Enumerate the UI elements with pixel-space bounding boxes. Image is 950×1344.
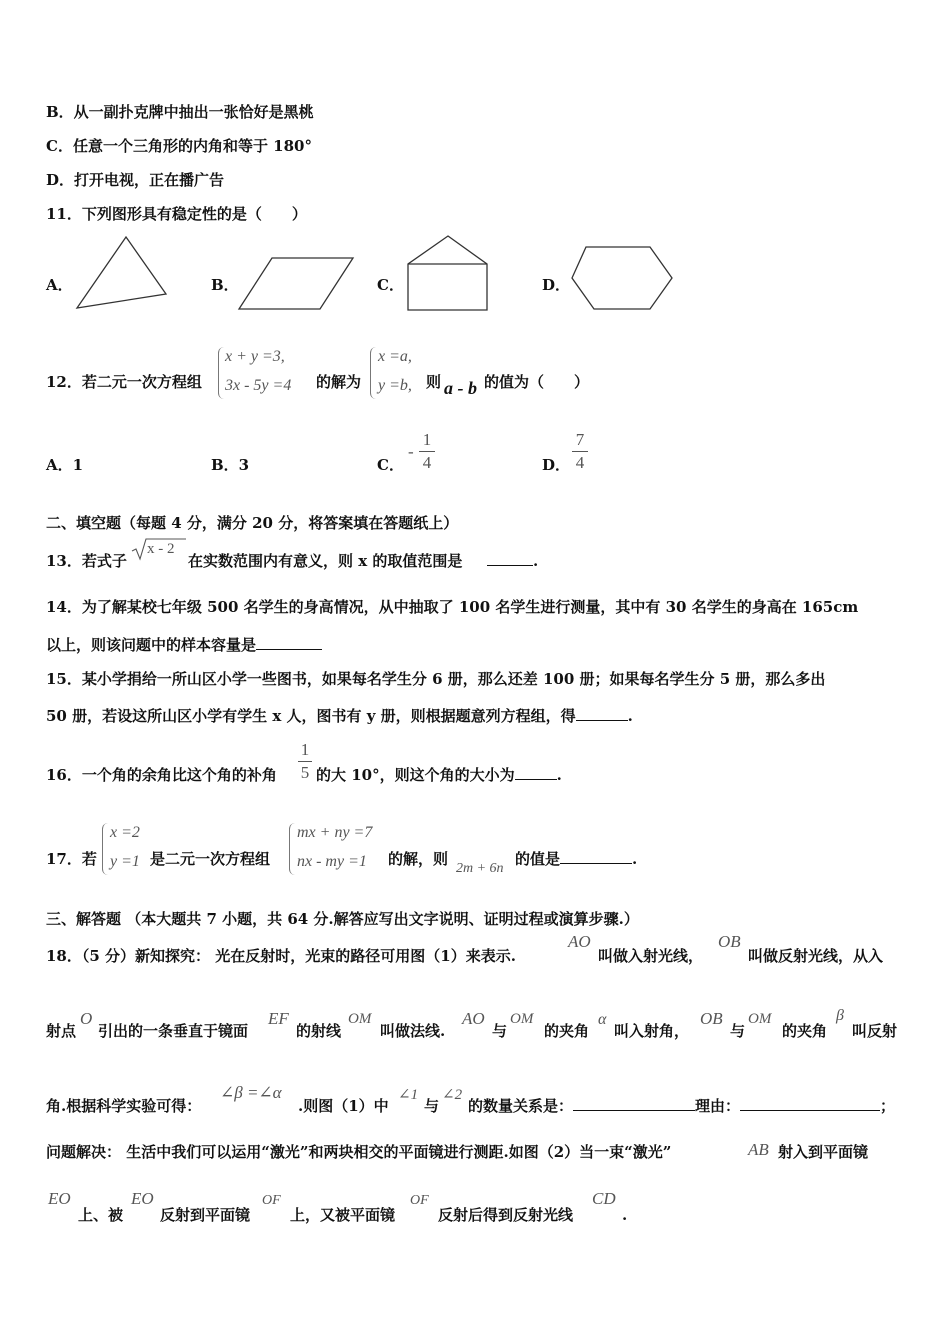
q17-answer-blank [560, 849, 632, 864]
q18-relation-blank [573, 1096, 695, 1111]
q14-line2: 以上，则该问题中的样本容量是 [46, 636, 257, 654]
q18-line3-c: 与 [424, 1097, 440, 1115]
fraction-bar [419, 451, 435, 452]
fraction-numerator: 1 [300, 740, 310, 759]
q11-label-d: D． [542, 276, 571, 294]
q18-ray-ob: OB [718, 932, 741, 951]
q12-option-d-fraction [572, 430, 588, 473]
q18-line4-a: 问题解决： 生活中我们可以运用“激光”和两块相交的平面镜进行测距.如图（2）当一束“激光” [46, 1143, 672, 1161]
q12-mid: 的解为 [316, 373, 362, 391]
q18-point-o: O [80, 1009, 93, 1028]
q18-line2-b: 引出的一条垂直于镜面 [98, 1022, 249, 1040]
q18-equation: ∠β =∠α [220, 1083, 282, 1102]
q14-line1: 14．为了解某校七年级 500 名学生的身高情况，从中抽取了 100 名学生进行测量，其中有 30 名学生的身高在 165cm [46, 598, 859, 616]
fraction-denominator: 5 [300, 763, 310, 782]
q18-line2-e: 与 [492, 1022, 508, 1040]
q12-option-c-fraction [419, 430, 435, 473]
q18-line3-d-wrap [468, 1096, 895, 1116]
q12-option-c-sign: - [408, 442, 414, 461]
q15-end: . [627, 707, 633, 725]
q14-answer-blank [256, 635, 322, 650]
q16-prefix: 16．一个角的余角比这个角的补角 [46, 766, 277, 784]
q12-option-b: B．3 [211, 456, 250, 474]
q12-brace-1 [218, 347, 224, 399]
q18-line2-h: 的夹角 [782, 1022, 828, 1040]
q17-suffix-wrap [515, 849, 637, 869]
q18-line2-g: 叫入射角， [614, 1022, 690, 1040]
q12-option-a: A．1 [46, 456, 84, 474]
q15-answer-blank [576, 706, 628, 721]
q18-normal-om-3: OM [748, 1011, 772, 1027]
q18-ray-cd: CD [592, 1189, 616, 1208]
q18-angle-2: ∠2 [442, 1087, 463, 1103]
q18-alpha: α [598, 1011, 607, 1028]
fraction-bar [298, 761, 312, 762]
q18-line1-b: 叫做入射光线， [598, 947, 704, 965]
q15-line2-wrap [46, 706, 633, 726]
q18-line3-d: 的数量关系是： [468, 1097, 574, 1115]
hexagon-shape [572, 247, 672, 309]
q11-label-c: C． [377, 276, 404, 294]
q17-brace-2 [289, 823, 295, 875]
q14-line2-wrap [46, 635, 322, 655]
section3-heading: 三、解答题 （本大题共 7 小题，共 64 分.解答应写出文字说明、证明过程或演算步骤.） [46, 910, 639, 928]
q18-line2-f: 的夹角 [544, 1022, 590, 1040]
q10-option-b: B．从一副扑克牌中抽出一张恰好是黑桃 [46, 103, 314, 121]
fraction-denominator: 4 [575, 453, 585, 472]
q12-sys2-eq2: y =b, [378, 377, 412, 394]
q16-suffix-wrap [316, 765, 562, 785]
q18-laser-ab: AB [748, 1140, 769, 1159]
q18-line5-e: . [622, 1206, 628, 1224]
q16-suffix: 的大 10°，则这个角的大小为 [316, 766, 515, 784]
q18-mirror-of: OF [262, 1193, 281, 1208]
q17-sys2-eq2: nx - my =1 [297, 853, 367, 870]
q18-mirror-of-2: OF [410, 1193, 429, 1208]
q17-sys1-eq1: x =2 [110, 824, 140, 841]
q13-radicand: x - 2 [147, 541, 175, 557]
q18-angle-1: ∠1 [398, 1087, 419, 1103]
q18-mirror-ef: EF [268, 1009, 289, 1028]
q18-mirror-eo-2: EO [131, 1189, 154, 1208]
q17-prefix: 17．若 [46, 850, 97, 868]
q12-expr: a - b [444, 378, 477, 398]
q18-line2-a: 射点 [46, 1022, 77, 1040]
q18-ray-ao-2: AO [462, 1009, 485, 1028]
house-pentagon-shape [408, 236, 487, 310]
q12-then: 则 [426, 373, 442, 391]
triangle-shape [77, 237, 166, 308]
q18-line3-f: ； [880, 1097, 896, 1115]
q12-sys1-eq1: x + y =3, [225, 348, 285, 365]
q12-prefix: 12．若二元一次方程组 [46, 373, 202, 391]
q17-suffix: 的值是 [515, 850, 561, 868]
q12-brace-2 [370, 347, 376, 399]
q18-line5-a: 上、被 [78, 1206, 124, 1224]
q18-line4-b: 射入到平面镜 [778, 1143, 869, 1161]
q18-reason-blank [740, 1096, 880, 1111]
q16-end: . [556, 766, 562, 784]
q15-line2: 50 册，若设这所山区小学有学生 x 人，图书有 y 册，则根据题意列方程组，得 [46, 707, 576, 725]
q17-end: . [632, 850, 638, 868]
q18-line2-d: 叫做法线. [380, 1022, 446, 1040]
q11-stem: 11．下列图形具有稳定性的是（ ） [46, 205, 307, 223]
q18-line5-d: 反射后得到反射光线 [438, 1206, 574, 1224]
q10-option-c: C．任意一个三角形的内角和等于 180° [46, 137, 312, 155]
q10-option-d: D．打开电视，正在播广告 [46, 171, 225, 189]
q12-sys1-eq2: 3x - 5y =4 [225, 377, 292, 394]
q11-label-a: A． [46, 276, 73, 294]
q18-line3-e: 理由： [695, 1097, 741, 1115]
q17-sys2-eq1: mx + ny =7 [297, 824, 373, 841]
fraction-denominator: 4 [422, 453, 432, 472]
q13-prefix: 13．若式子 [46, 552, 127, 570]
q13-suffix: 在实数范围内有意义，则 x 的取值范围是 [188, 552, 463, 570]
q15-line1: 15．某小学捐给一所山区小学一些图书，如果每名学生分 6 册，那么还差 100 册；如果每名学生分 5 册，那么多出 [46, 670, 826, 688]
section2-heading: 二、填空题（每题 4 分，满分 20 分，将答案填在答题纸上） [46, 514, 459, 532]
q18-line2-with: 与 [730, 1022, 746, 1040]
q11-label-b: B． [211, 276, 239, 294]
figure-triangle [0, 0, 950, 340]
q18-normal-om-2: OM [510, 1011, 534, 1027]
q17-after: 的解，则 [388, 850, 449, 868]
fraction-bar [572, 451, 588, 452]
q12-option-d-label: D． [542, 456, 571, 474]
q12-sys2-eq1: x =a, [378, 348, 412, 365]
q18-line2-c: 的射线 [296, 1022, 342, 1040]
q12-suffix: 的值为（ ） [484, 373, 590, 391]
q13-end: . [533, 552, 539, 570]
q16-fraction [298, 740, 312, 783]
q18-ray-ao: AO [568, 932, 591, 951]
fraction-numerator: 1 [422, 430, 432, 449]
q18-ray-ob-2: OB [700, 1009, 723, 1028]
q18-line3-b: .则图（1）中 [298, 1097, 389, 1115]
q16-answer-blank [515, 765, 557, 780]
q12-option-c-label: C． [377, 456, 404, 474]
q18-normal-om: OM [348, 1011, 372, 1027]
q18-line2-i: 叫反射 [852, 1022, 898, 1040]
q18-line1-a: 18．（5 分）新知探究： 光在反射时，光束的路径可用图（1）来表示. [46, 947, 516, 965]
q18-line1-c: 叫做反射光线，从入 [748, 947, 884, 965]
parallelogram-shape [239, 258, 353, 309]
q18-mirror-eo: EO [48, 1189, 71, 1208]
fraction-numerator: 7 [575, 430, 585, 449]
q17-expr: 2m + 6n [456, 861, 504, 876]
q17-mid: 是二元一次方程组 [150, 850, 271, 868]
q17-brace-1 [102, 823, 108, 875]
q18-line5-c: 上，又被平面镜 [290, 1206, 396, 1224]
q18-line5-b: 反射到平面镜 [160, 1206, 251, 1224]
q18-beta: β [836, 1007, 844, 1024]
q13-answer-line [487, 551, 538, 571]
q17-sys1-eq2: y =1 [110, 853, 140, 870]
q18-line3-a: 角.根据科学实验可得： [46, 1097, 202, 1115]
